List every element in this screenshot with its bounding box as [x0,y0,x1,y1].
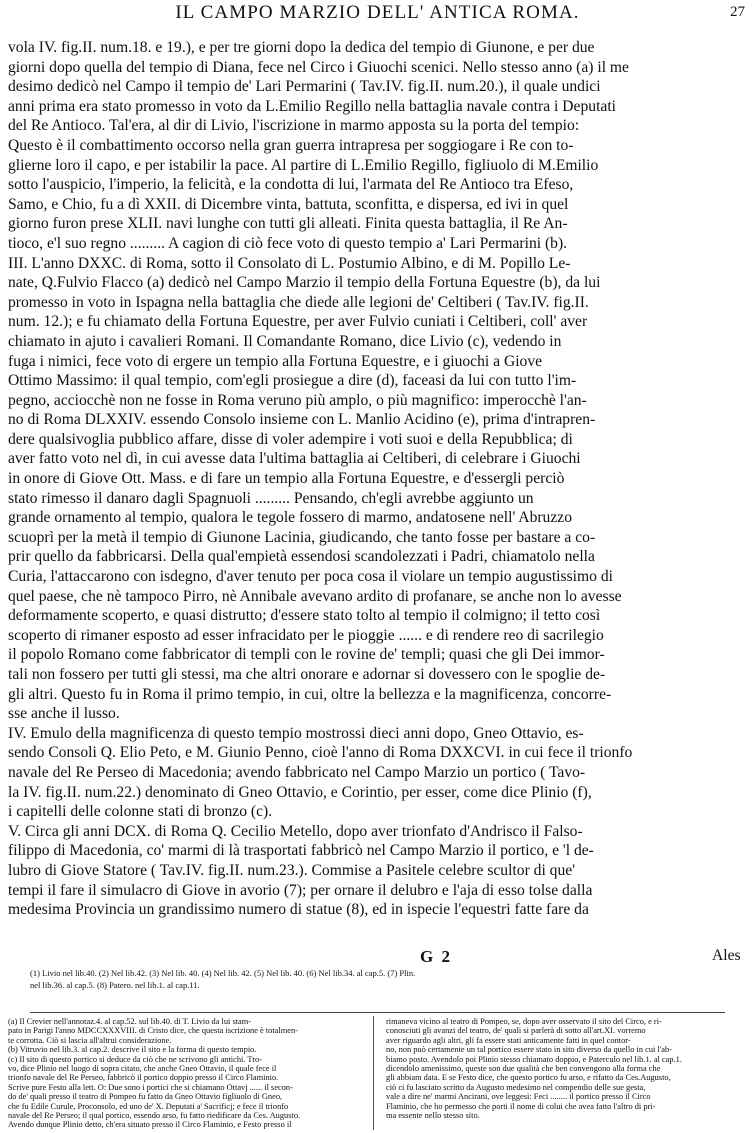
footnote-line: rimaneva vicino al teatro di Pompeo, se, dopo aver osservato il sito del Circo, e ri- [386,1017,662,1026]
footnote-line: no, non può certamente un tal portico essere stato in sito diverso da quello in cui l'ab- [386,1045,672,1055]
text-line: prir quello da fabbricarsi. Della qual'empietà essendosi scandolezzati i Padri, chiamatolo nella [8,548,595,566]
footnote-line: dicendolo amenissimo, queste son due qualità che ben convengono alla forma che [386,1063,661,1073]
footnote-line: aver riguardo agli altri, gli fa essere stati anticamente fatti in quel contor- [386,1035,631,1045]
text-line: Curia, l'attaccarono con isdegno, d'aver tenuto per poca cosa il violare un tempio augustissimo di [8,568,613,586]
footnote-line: ciò ci fu lasciato scritto da Augusto medesimo nel compendio delle sue gesta, [386,1082,646,1092]
signature-line [0,947,755,967]
reference-line: nel lib.36. al cap.5. (8) Patero. nel lib.1. al cap.11. [30,980,200,990]
running-header [0,2,755,26]
main-text [8,38,748,920]
text-line: sse anche il lusso. [8,705,120,723]
text-line: desimo dedicò nel Campo il tempio de' Lari Permarini ( Tav.IV. fig.II. num.20.), il quale undici [8,78,601,96]
text-line: sotto l'auspicio, l'imperio, la felicità, e la condotta di lui, l'armata del Re Antioco tra Efeso, [8,176,574,194]
text-line: sendo Consoli Q. Elio Peto, e M. Giunio Penno, cioè l'anno di Roma DXXCVI. in cui fece il trionfo [8,744,633,762]
footnote-line: (c) Il sito di questo portico si deduce da ciò che ne scrivono gli antichi. Tro- [8,1054,262,1064]
footnotes-left-column [8,1017,360,1129]
text-line: Questo è il combattimento occorso nella gran guerra intrapresa per soggiogare i Re con to- [8,136,574,154]
text-line: filippo di Macedonia, co' marmi di là trasportati fabbricò nel Campo Marzio il portico, e 'l de- [8,842,594,860]
text-line: scuoprì per la metà il tempio di Giunone Lacinia, giudicando, che tanto fosse per bastare a co- [8,528,596,546]
footnote-line: conosciuti gli avanzi del teatro, de' quali si parlerà di sotto all'art.XI. vorremo [386,1026,646,1036]
footnote-line: do de' quali presso il teatro di Pompeo fu fatto da Gneo Ottavio figliuolo di Gneo, [8,1092,283,1102]
footnote-line: Avendo dunque Plinio detto, ch'era situato presso il Circo Flaminio, e Festo presso il [8,1120,292,1130]
text-line: III. L'anno DXXC. di Roma, sotto il Consolato di L. Postumio Albino, e di M. Popillo Le- [8,254,571,272]
footnote-rule [30,1012,725,1013]
text-line: la IV. fig.II. num.22.) denominato di Gneo Ottavio, e Corintio, per esser, come dice Plinio (f), [8,783,592,801]
catchword: Ales [712,947,741,964]
text-line: nate, Q.Fulvio Flacco (a) dedicò nel Campo Marzio il tempio della Fortuna Equestre (b), da lui [8,274,601,292]
footnote-line: vo, dice Plinio nel luogo di sopra citato, che anche Gneo Ottavio, il quale fece il [8,1063,277,1073]
text-line: promesso in voto in Ispagna nella battaglia che diede alle legioni de' Celtiberi ( Tav.IV. fig.II. [8,293,589,311]
text-line: quel paese, che nè tampoco Pirro, nè Annibale avevano ardito di profanare, se anche non lo avesse [8,587,622,605]
marginal-references [30,967,730,1001]
footnotes-right-column [386,1017,746,1129]
text-line: num. 12.); e fu chiamato della Fortuna Equestre, per aver Fulvio cuniati i Celtiberi, coll' aver [8,313,588,331]
text-line: tioco, e'l suo regno ......... A cagion di ciò fece voto di questo tempio a' Lari Permarini (b). [8,234,568,252]
reference-line: (1) Livio nel lib.40. (2) Nel lib.42. (3) Nel lib. 40. (4) Nel lib. 42. (5) Nel lib. 40. (6) Nel lib.34. al cap.5. (7) Plin. [30,968,416,978]
footnote-line: (a) Il Crevier nell'annotaz.4. al cap.52. sul lib.40. di T. Livio da lui stam- [8,1017,252,1026]
footnote-line: che fu Edile Curule, Proconsolo, ed uno de' X. Deputati a' Sacrificj; e fece il trionfo [8,1101,289,1111]
text-line: il popolo Romano come fabbricator di templi con le rovine de' templi; quasi che gli Dei immor- [8,646,605,664]
text-line: glierne loro il capo, e per istabilir la pace. Al partire di L.Emilio Regillo, figliuolo di M.Emilio [8,156,599,174]
text-line: scoperto di rimaner esposto ad esser infracidato per le pioggie ...... e di rendere reo di sacrilegio [8,626,604,644]
running-title: IL CAMPO MARZIO DELL' ANTICA ROMA. [175,2,580,23]
footnote-line: navale del Re Perseo; il qual portico, essendo arso, fu fatto riedificare da Ces. Augusto. [8,1110,301,1120]
text-line: gli altri. Questo fu in Roma il primo tempio, in cui, oltre la bellezza e la magnificenza, concorre- [8,685,612,703]
footnote-line: pato in Parigi l'anno MDCCXXXVIII. di Cristo dice, che questa iscrizione è totalmen- [8,1026,298,1036]
text-line: vola IV. fig.II. num.18. e 19.), e per tre giorni dopo la dedica del tempio di Giunone, e per due [8,39,595,56]
text-line: pegno, acciocchè non ne fosse in Roma veruno più amplo, o più magnifico: imperocchè l'an- [8,391,587,409]
footnote-line: trionfo navale del Re Perseo, fabbricò il portico doppio presso il Circo Flaminio. [8,1073,279,1083]
text-line: medesima Provincia un grandissimo numero di statue (8), ed in ispecie l'equestri fatte fare da [8,901,589,919]
text-line: IV. Emulo della magnificenza di questo tempio mostrossi dieci anni dopo, Gneo Ottavio, es- [8,724,584,742]
text-line: Ottimo Massimo: il qual tempio, com'egli prosiegue a dire (d), faceasi da lui con tutto l'im- [8,372,577,390]
text-line: anni prima era stato promesso in voto da L.Emilio Regillo nella battaglia navale contra i Deputati [8,97,616,115]
text-line: tempi il fare il simulacro di Giove in avorio (7); per ornare il delubro e l'aja di esso tolse dalla [8,881,593,899]
footnote-line: Flaminio, che ho permesso che porti il nome di colui che avea fatto l'altro di pri- [386,1101,656,1111]
text-line: Samo, e Chio, fu a dì XXII. di Dicembre vinta, battuta, sconfitta, e dispersa, ed ivi in quel [8,195,569,213]
footnote-line: Scrive pure Festo alla lett. O: Due sono i portici che si chiamano Ottavj ...... il secon- [8,1082,293,1092]
text-line: aver fatto voto nel dì, in cui avesse data l'ultima battaglia ai Celtiberi, di celebrare i Giuochi [8,450,581,468]
text-line: dere qualsivoglia pubblico affare, disse di voler adempire i voti suoi e della Repubblica; di [8,430,573,448]
text-line: lubro di Giove Statore ( Tav.IV. fig.II. num.23.). Commise a Pasitele celebre scultor di que' [8,861,576,879]
text-line: navale del Re Perseo di Macedonia; avendo fabbricato nel Campo Marzio un portico ( Tavo- [8,763,586,781]
text-line: del Re Antioco. Tal'era, al dir di Livio, l'iscrizione in marmo apposta su la porta del tempio: [8,117,580,135]
text-line: deformamente scoperto, e quasi distrutto; d'essere stato tolto al tempio il colmigno; il tetto così [8,607,601,625]
footnote-line: ma essente nello stesso sito. [386,1110,480,1120]
footnote-line: (b) Vitruvio nel lib.3. al cap.2. descrive il sito e la forma di questo tempio. [8,1045,257,1055]
text-line: stato rimesso il danaro dagli Spagnuoli ......... Pensando, ch'egli avrebbe aggiunto un [8,489,534,507]
text-line: giorni dopo quella del tempio di Diana, fece nel Circo i Giuochi scenici. Nello stesso anno (a) il me [8,58,629,76]
text-line: in onore di Giove Ott. Mass. e di fare un tempio alla Fortuna Equestre, e d'essergli perciò [8,470,565,488]
text-line: grande ornamento al tempio, qualora le tegole fossero di marmo, andatosene nell' Abruzzo [8,509,572,527]
text-line: i capitelli delle colonne stati di bronzo (c). [8,803,273,821]
signature-mark: G 2 [420,947,452,966]
footnote-line: gli abbiam data. E se Festo dice, che questo portico fu arso, e rifatto da Ces.Augusto, [386,1073,671,1083]
footnote-line: vale a dire ne' marmi Ancirani, ove leggesi: Feci ........ il portico presso il Circo [386,1092,651,1102]
text-line: tali non fossero per tutti gli stessi, ma che altri onorare e adornar si dovessero con le spoglie de- [8,666,606,683]
page-number: 27 [730,4,745,20]
text-line: fuga i nimici, fece voto di ergere un tempio alla Fortuna Equestre, e i giuochi a Giove [8,352,543,370]
footnote-column-divider [373,1016,374,1130]
text-line: giorno furon prese XLII. navi lunghe con tutti gli alleati. Finita questa battaglia, il Re An- [8,215,568,233]
text-line: no di Roma DLXXIV. essendo Consolo insieme con L. Manlio Acidino (e), prima d'intrapren- [8,411,596,429]
footnote-line: te corrotta. Ciò si lascia all'altrui considerazione. [8,1035,172,1045]
footnote-line: biamo posto. Avendolo poi Plinio stesso chiamato doppio, e Paterculo nel lib.1. al cap.1. [386,1054,682,1064]
text-line: V. Circa gli anni DCX. di Roma Q. Cecilio Metello, dopo aver trionfato d'Andrisco il Falso- [8,822,583,840]
text-line: chiamato in ajuto i cavalieri Romani. Il Comandante Romano, dice Livio (c), vedendo in [8,332,562,350]
